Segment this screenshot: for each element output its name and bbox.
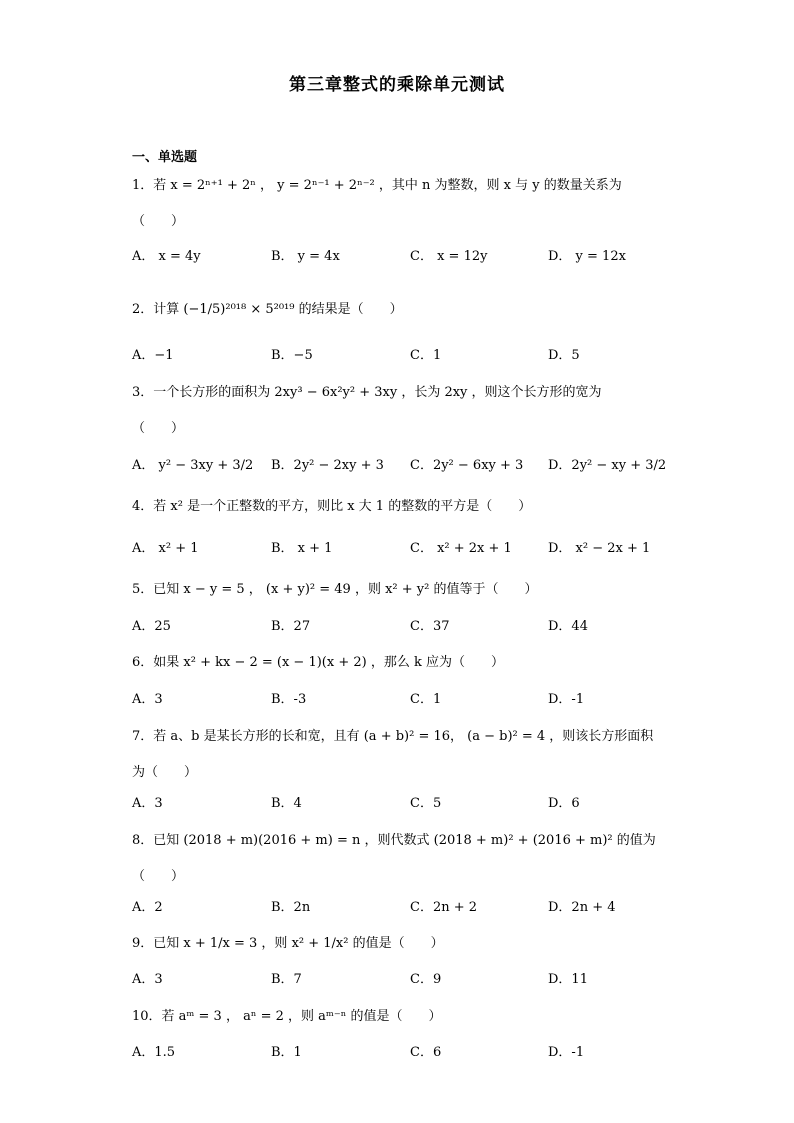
question-2-options — [132, 345, 692, 367]
option-d[interactable]: D．11 — [548, 972, 588, 987]
option-b[interactable]: B．7 — [271, 972, 302, 987]
question-7-options — [132, 793, 692, 815]
option-a[interactable]: A． x² + 1 — [132, 541, 199, 556]
option-a[interactable]: A．25 — [132, 619, 171, 634]
option-c[interactable]: C． x² + 2x + 1 — [410, 541, 512, 556]
option-b[interactable]: B． x + 1 — [271, 541, 333, 556]
option-d[interactable]: D．-1 — [548, 692, 585, 707]
question-4-stem: 4．若 x² 是一个正整数的平方，则比 x 大 1 的整数的平方是（ ） — [132, 499, 532, 514]
option-b[interactable]: B．−5 — [271, 348, 313, 363]
option-d[interactable]: D．44 — [548, 619, 588, 634]
question-5-stem: 5．已知 x − y = 5 ， (x + y)² = 49 ，则 x² + y² 的值等于（ ） — [132, 582, 538, 597]
option-b[interactable]: B．27 — [271, 619, 311, 634]
option-c[interactable]: C．6 — [410, 1045, 442, 1060]
option-d[interactable]: D．-1 — [548, 1045, 585, 1060]
option-b[interactable]: B．2y² − 2xy + 3 — [271, 458, 384, 473]
question-3-stem: 3．一个长方形的面积为 2xy³ − 6x²y² + 3xy ，长为 2xy ，则这个长方形的宽为 — [132, 385, 602, 400]
question-6-stem: 6．如果 x² + kx − 2 = (x − 1)(x + 2) ，那么 k 应为（ ） — [132, 655, 504, 670]
option-a[interactable]: A． x = 4y — [132, 249, 201, 264]
question-1-stem: 1．若 x = 2ⁿ⁺¹ + 2ⁿ ， y = 2ⁿ⁻¹ + 2ⁿ⁻² ，其中 n 为整数，则 x 与 y 的数量关系为 — [132, 178, 622, 193]
option-c[interactable]: C．5 — [410, 796, 442, 811]
question-9-options — [132, 969, 692, 991]
question-7-blank: 为（ ） — [132, 765, 198, 780]
question-10-stem: 10．若 aᵐ = 3 ， aⁿ = 2 ，则 aᵐ⁻ⁿ 的值是（ ） — [132, 1009, 442, 1024]
question-8-stem: 8．已知 (2018 + m)(2016 + m) = n ，则代数式 (2018 + m)² + (2016 + m)² 的值为 — [132, 833, 656, 848]
question-10-options — [132, 1042, 692, 1064]
section-heading: 一、单选题 — [132, 150, 198, 165]
page-title: 第三章整式的乘除单元测试 — [289, 75, 505, 95]
question-8-options — [132, 897, 692, 919]
option-d[interactable]: D．2n + 4 — [548, 900, 616, 915]
option-a[interactable]: A．3 — [132, 796, 163, 811]
option-a[interactable]: A．−1 — [132, 348, 174, 363]
question-9-stem: 9．已知 x + 1/x = 3 ，则 x² + 1/x² 的值是（ ） — [132, 936, 444, 951]
option-d[interactable]: D．5 — [548, 348, 580, 363]
option-a[interactable]: A． y² − 3xy + 3/2 — [132, 458, 254, 473]
option-b[interactable]: B．1 — [271, 1045, 302, 1060]
option-a[interactable]: A．3 — [132, 972, 163, 987]
option-c[interactable]: C．2n + 2 — [410, 900, 478, 915]
option-c[interactable]: C．9 — [410, 972, 442, 987]
option-b[interactable]: B．2n — [271, 900, 311, 915]
option-d[interactable]: D． x² − 2x + 1 — [548, 541, 651, 556]
question-1-options — [132, 246, 692, 268]
option-d[interactable]: D． y = 12x — [548, 249, 626, 264]
option-c[interactable]: C． x = 12y — [410, 249, 488, 264]
question-3-options — [132, 455, 692, 477]
question-6-options — [132, 689, 692, 711]
option-c[interactable]: C．1 — [410, 692, 442, 707]
option-d[interactable]: D．2y² − xy + 3/2 — [548, 458, 667, 473]
option-d[interactable]: D．6 — [548, 796, 580, 811]
option-a[interactable]: A．2 — [132, 900, 163, 915]
option-a[interactable]: A．3 — [132, 692, 163, 707]
question-1-blank: （ ） — [132, 214, 185, 229]
option-c[interactable]: C．1 — [410, 348, 442, 363]
question-7-stem: 7．若 a、b 是某长方形的长和宽，且有 (a + b)² = 16， (a − b)² = 4 ，则该长方形面积 — [132, 729, 654, 744]
question-5-options — [132, 616, 692, 638]
option-a[interactable]: A．1.5 — [132, 1045, 176, 1060]
question-3-blank: （ ） — [132, 421, 185, 436]
question-4-options — [132, 538, 692, 560]
question-2-stem: 2．计算 (−1/5)²⁰¹⁸ × 5²⁰¹⁹ 的结果是（ ） — [132, 302, 403, 317]
option-b[interactable]: B． y = 4x — [271, 249, 340, 264]
option-b[interactable]: B．4 — [271, 796, 302, 811]
option-b[interactable]: B．-3 — [271, 692, 307, 707]
option-c[interactable]: C．37 — [410, 619, 450, 634]
option-c[interactable]: C．2y² − 6xy + 3 — [410, 458, 524, 473]
question-8-blank: （ ） — [132, 869, 185, 884]
